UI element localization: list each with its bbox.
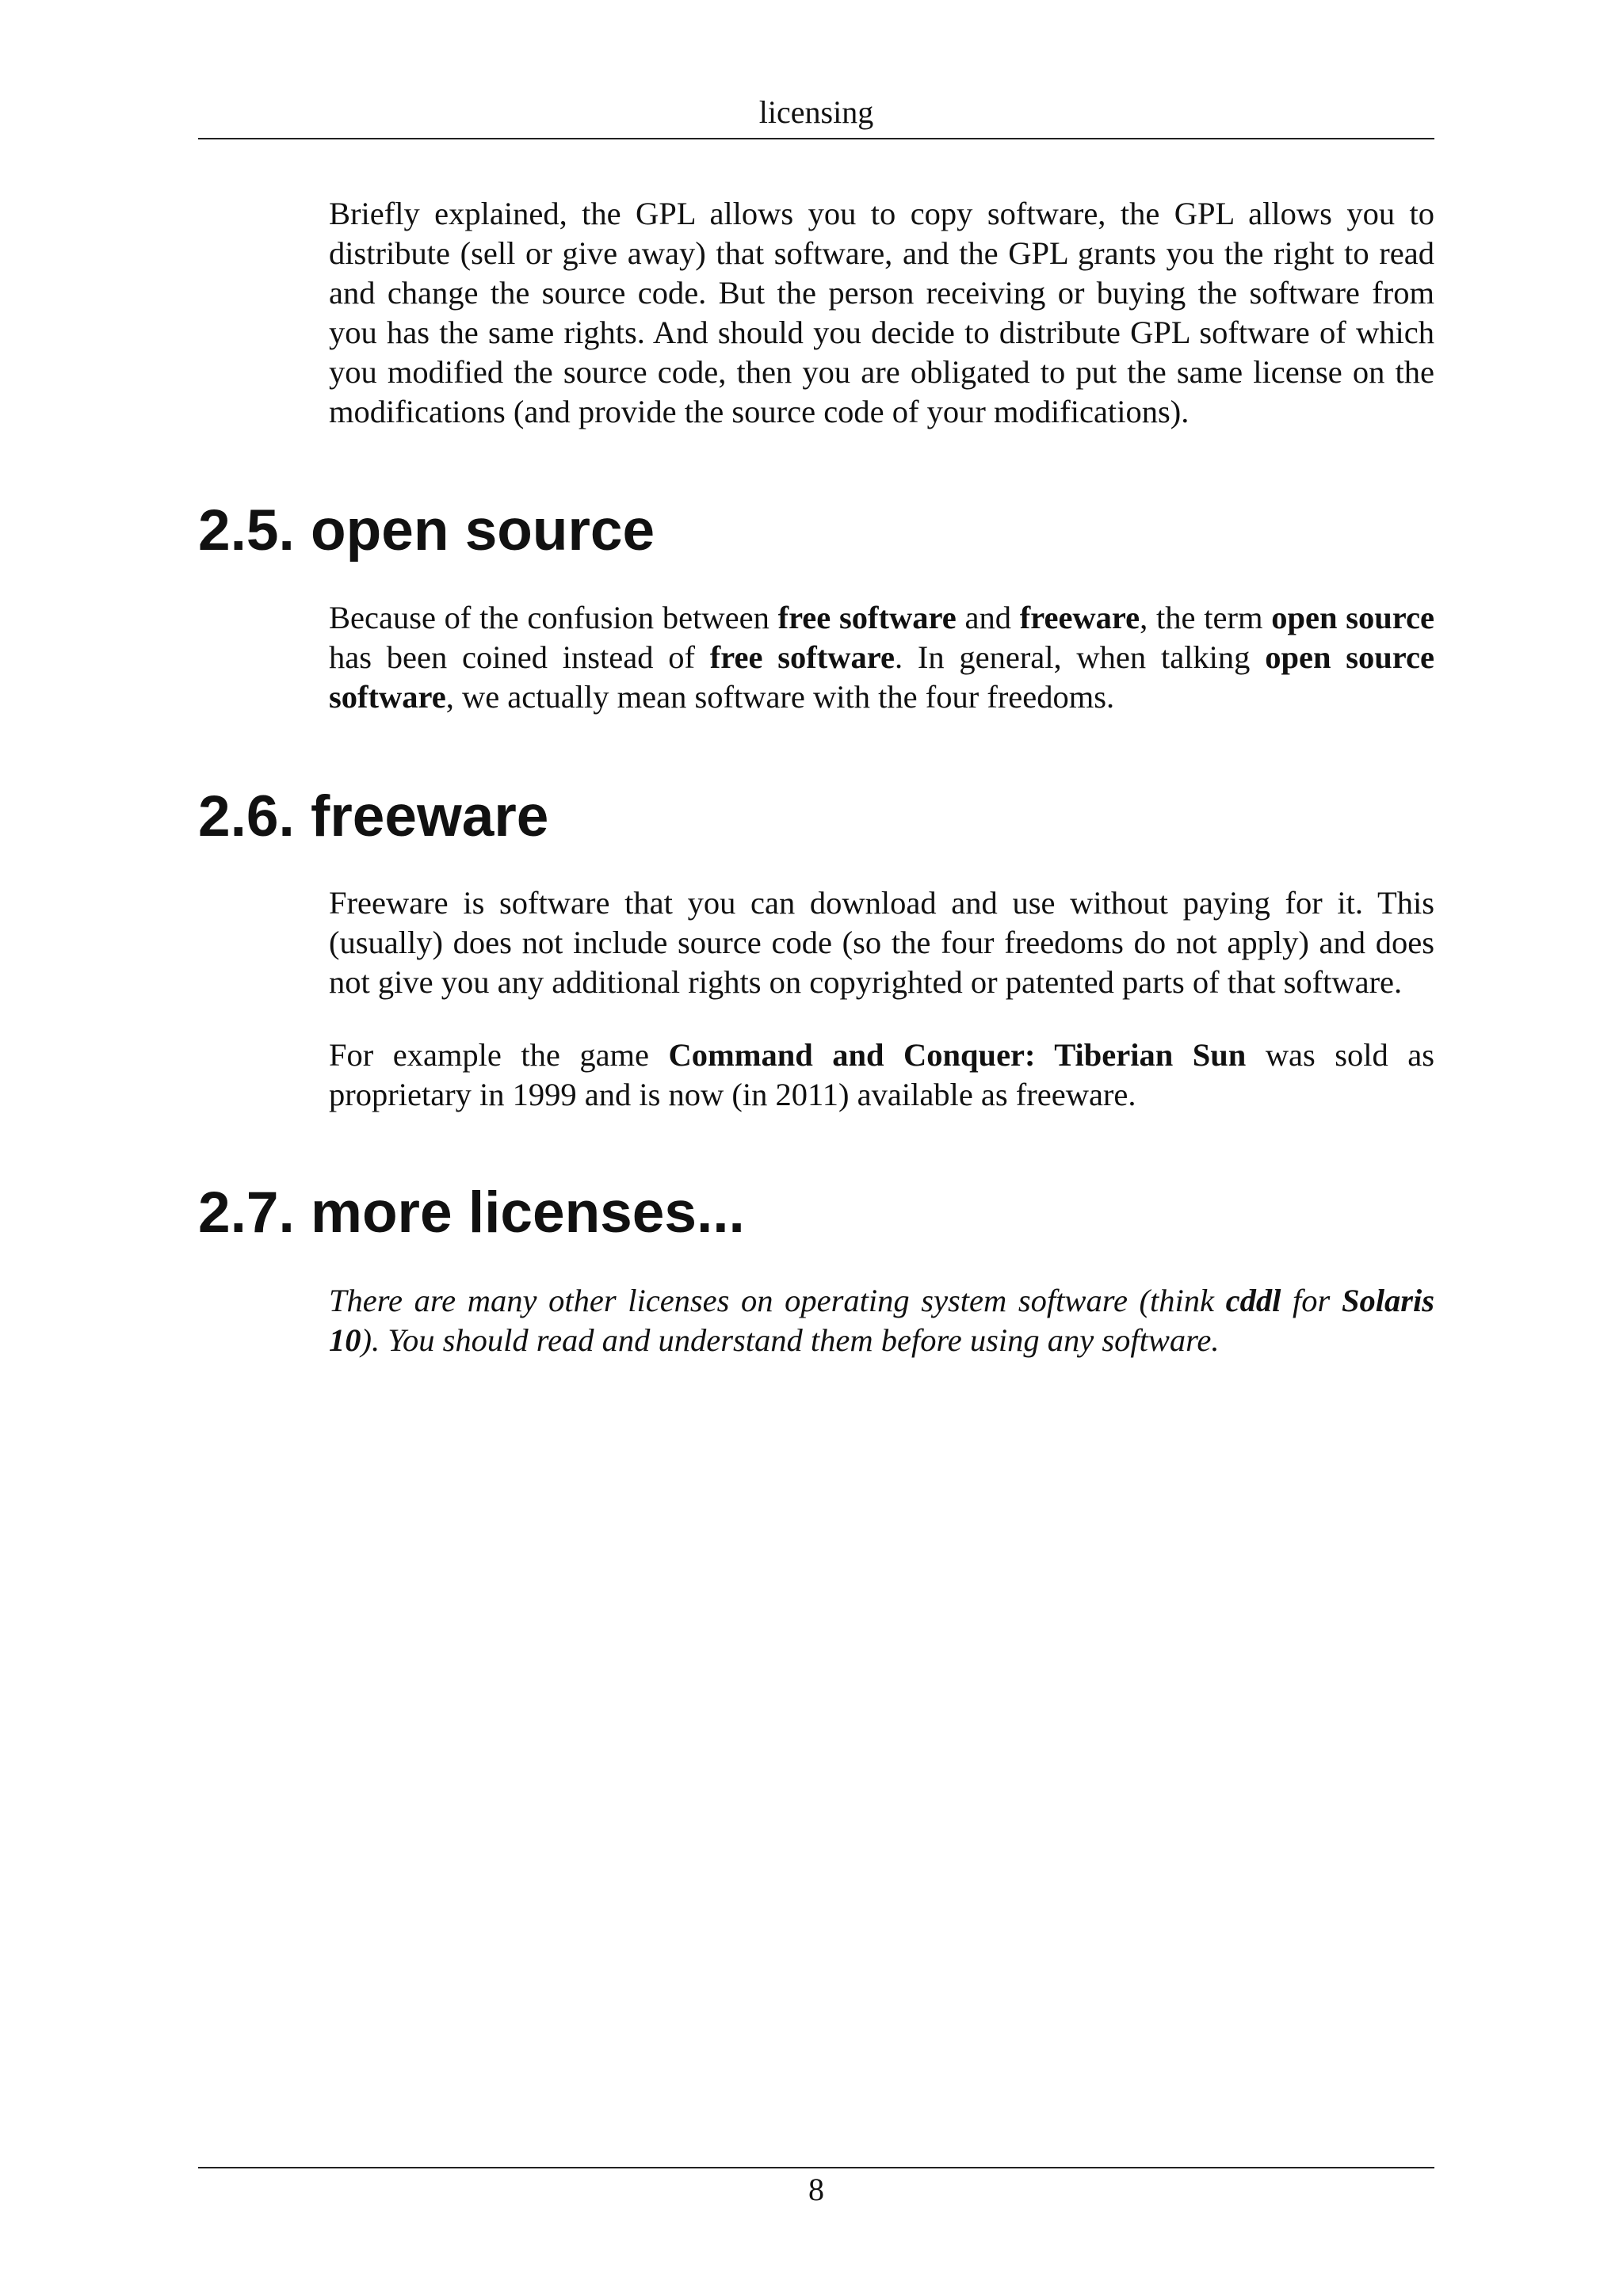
bold-term: open source (1271, 600, 1434, 635)
header-rule (198, 138, 1434, 139)
bold-term: free software (777, 600, 957, 635)
bold-term: cddl (1225, 1283, 1281, 1318)
footer-rule (198, 2167, 1434, 2168)
bold-term: Solaris 10 (329, 1283, 1434, 1358)
page-number: 8 (808, 2172, 824, 2207)
freeware-paragraph: Freeware is software that you can download and use without paying for it. This (usually) does not include source code (so the four freedoms do not apply) and does not give you any additional rights on copyrighted or patented parts of that software. (329, 885, 1434, 1000)
section-heading-more-licenses: 2.7. more licenses... (198, 1180, 745, 1245)
bold-term: free software (709, 639, 895, 675)
section-heading-freeware: 2.6. freeware (198, 784, 549, 849)
section-heading-open-source: 2.5. open source (198, 498, 655, 563)
more-licenses-paragraph: There are many other licenses on operating system software (think cddl for Solaris 10). You should read and understand them before using any software. (329, 1283, 1434, 1358)
intro-paragraph: Briefly explained, the GPL allows you to copy software, the GPL allows you to distribute (sell or give away) that software, and the GPL grants you the right to read and change the source code. But the person receiving or buying the software from you has the same rights. And should you decide to distribute GPL software of which you modified the source code, then you are obligated to put the same license on the modifications (and provide the source code of your modifications). (329, 196, 1434, 429)
bold-term: freeware (1019, 600, 1140, 635)
bold-term: Command and Conquer: Tiberian Sun (668, 1037, 1247, 1073)
bold-term: open source software (329, 639, 1434, 715)
running-header: licensing (758, 94, 874, 130)
freeware-example-paragraph: For example the game Command and Conquer: Tiberian Sun was sold as proprietary in 1999 and is now (in 2011) available as freeware. (329, 1037, 1434, 1112)
open-source-paragraph: Because of the confusion between free software and freeware, the term open source has been coined instead of free software. In general, when talking open source software, we actually mean software with the four freedoms. (329, 600, 1434, 715)
